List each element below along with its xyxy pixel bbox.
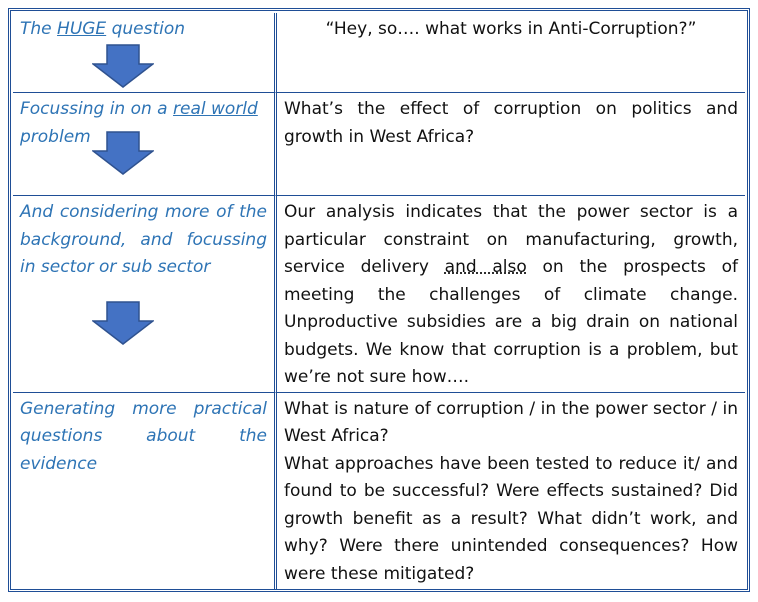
row2-left-cell bbox=[13, 93, 277, 196]
row3-right-text-post: on the prospects of meeting the challenges of climate change. Unproductive subsidies are a big drain on national budgets. We know that corruption is a problem, but we’re not sure how…. bbox=[284, 257, 738, 387]
row2-right-cell bbox=[277, 93, 745, 196]
row3-right-cell bbox=[277, 196, 745, 393]
row4-left-cell bbox=[13, 393, 277, 590]
row1-right-cell bbox=[277, 13, 745, 93]
down-arrow-icon bbox=[92, 301, 154, 345]
row1-left-text-pre: The bbox=[20, 19, 58, 39]
question-table bbox=[13, 13, 745, 590]
row1-right-text: “Hey, so…. what works in Anti-Corruption?” bbox=[325, 19, 697, 39]
table-row bbox=[13, 93, 745, 196]
row1-left-text-post: question bbox=[106, 19, 186, 39]
row2-left-text-underlined: real world bbox=[173, 99, 258, 119]
row2-right-text: What’s the effect of corruption on politics and growth in West Africa? bbox=[284, 99, 738, 147]
row3-left-text: And considering more of the background, and focussing in sector or sub sector bbox=[20, 202, 267, 277]
row4-right-text-line1: What is nature of corruption / in the power sector / in West Africa? bbox=[284, 398, 738, 446]
table-row bbox=[13, 196, 745, 393]
table-row bbox=[13, 13, 745, 93]
row4-right-text-line2: What approaches have been tested to reduce it/ and found to be successful? Were effects sustained? Did growth benefit as a result? What didn’t work, and why? Were there unintended consequences? How were these mitigated? bbox=[284, 453, 738, 584]
row3-left-cell bbox=[13, 196, 277, 393]
row1-left-text-underlined: HUGE bbox=[57, 19, 107, 39]
down-arrow-icon bbox=[92, 131, 154, 175]
row2-left-text-pre: Focussing in on a bbox=[20, 99, 174, 119]
down-arrow-icon bbox=[92, 44, 154, 88]
table-row bbox=[13, 393, 745, 590]
row1-left-cell bbox=[13, 13, 277, 93]
row3-right-text-pre: Our analysis indicates that the power sector is a particular constraint on manufacturing, growth, service delivery bbox=[284, 202, 738, 277]
row3-right-text-dotted: and also bbox=[444, 257, 527, 277]
row4-left-text: Generating more practical questions about the evidence bbox=[20, 398, 267, 474]
row4-right-cell bbox=[277, 393, 745, 590]
row2-left-text-post: problem bbox=[20, 126, 91, 147]
